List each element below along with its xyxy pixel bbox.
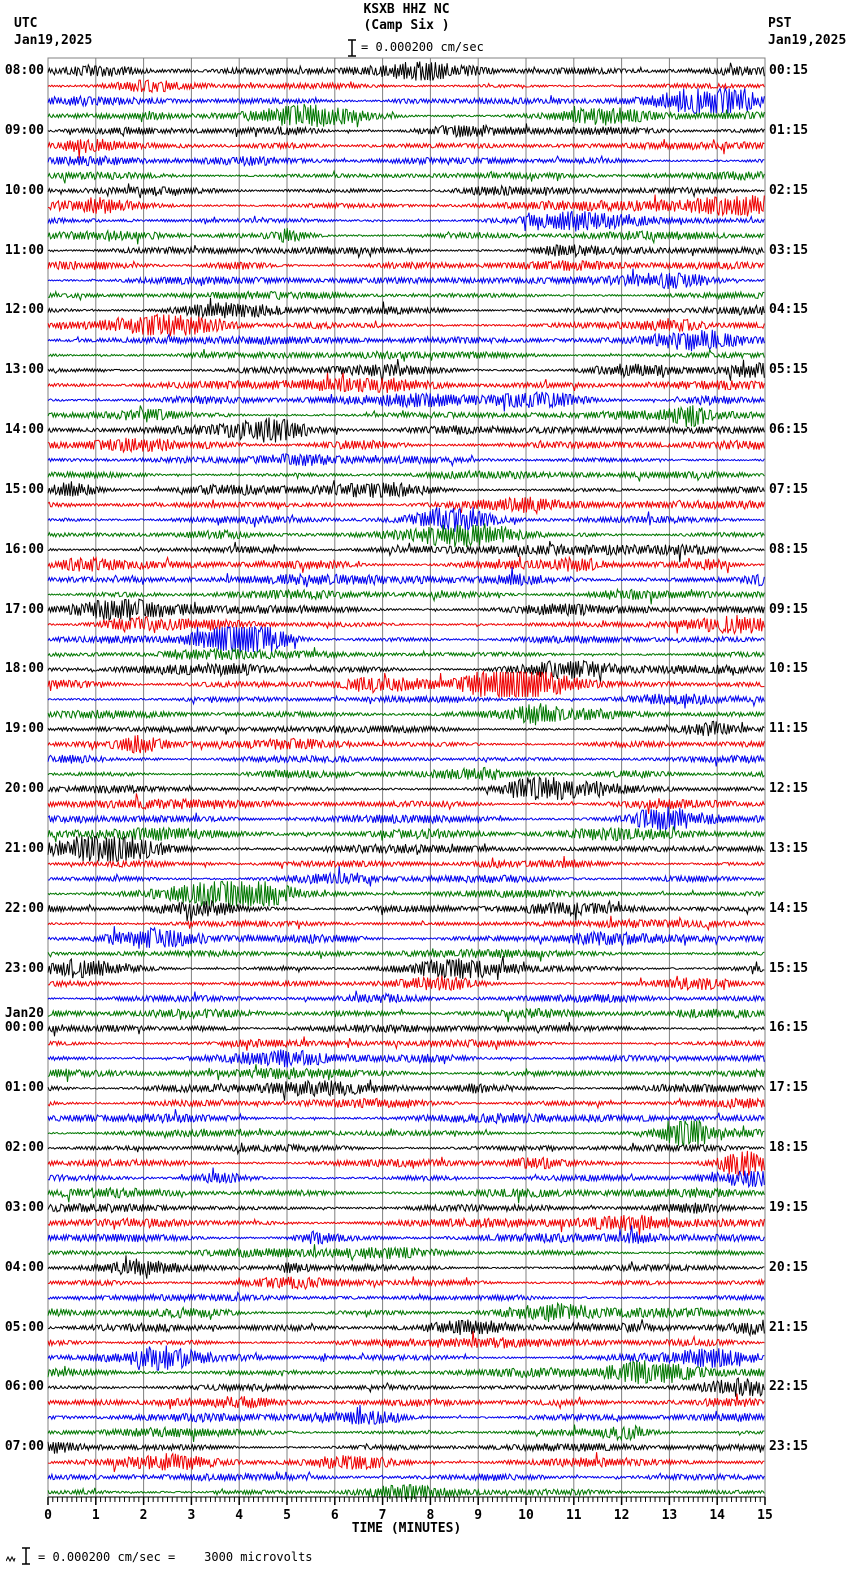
- x-tick-label: 5: [283, 1508, 291, 1523]
- seismogram-trace: [48, 1360, 764, 1384]
- utc-hour-label: 15:00: [4, 481, 44, 497]
- pst-hour-label: 06:15: [769, 422, 809, 438]
- seismogram-trace: [48, 291, 764, 300]
- pst-hour-label: 01:15: [769, 122, 809, 138]
- seismogram-trace: [48, 497, 764, 514]
- seismogram-trace: [48, 949, 764, 962]
- seismogram-trace: [48, 777, 764, 800]
- seismogram-trace: [48, 1215, 764, 1236]
- seismogram-trace: [48, 627, 764, 652]
- seismogram-trace: [48, 523, 764, 547]
- pst-hour-label: 23:15: [769, 1439, 809, 1455]
- seismogram-trace: [48, 991, 764, 1003]
- seismogram-trace: [48, 1331, 764, 1348]
- seismogram-trace: [48, 330, 764, 351]
- seismogram-trace: [48, 856, 764, 869]
- seismogram-trace: [48, 1276, 764, 1289]
- utc-hour-label: 17:00: [4, 601, 44, 617]
- footer-wiggle-icon: [6, 1555, 16, 1563]
- utc-hour-label: 07:00: [4, 1439, 44, 1455]
- x-tick-label: 12: [613, 1508, 630, 1523]
- seismogram-trace: [48, 1203, 764, 1214]
- footer-scale-bar-icon: [21, 1547, 31, 1565]
- pst-hour-label: 22:15: [769, 1379, 809, 1395]
- footer-scale: [0, 1546, 500, 1568]
- utc-hour-label: 13:00: [4, 362, 44, 378]
- seismogram-trace: [48, 88, 764, 113]
- utc-hour-label: 01:00: [4, 1080, 44, 1096]
- utc-hour-label: 10:00: [4, 182, 44, 198]
- seismogram-trace: [48, 1143, 764, 1154]
- seismogram-trace: [48, 1080, 764, 1101]
- seismogram-trace: [48, 881, 764, 906]
- seismogram-trace: [48, 647, 764, 660]
- seismogram-trace: [48, 541, 764, 562]
- utc-timezone-label: UTC: [14, 16, 38, 31]
- utc-hour-label: 04:00: [4, 1259, 44, 1275]
- seismogram-trace: [48, 721, 764, 736]
- seismogram-trace: [48, 1098, 764, 1108]
- pst-hour-label: 13:15: [769, 840, 809, 856]
- seismogram-trace: [48, 694, 764, 709]
- seismogram-trace: [48, 866, 764, 886]
- pst-hour-label: 04:15: [769, 302, 809, 318]
- x-tick-label: 1: [91, 1508, 100, 1523]
- seismogram-trace: [48, 62, 764, 81]
- seismogram-trace: [48, 1378, 764, 1397]
- seismogram-trace: [48, 615, 764, 634]
- seismogram-trace: [48, 1452, 764, 1472]
- pst-hour-label: 08:15: [769, 541, 809, 557]
- seismogram-trace: [48, 589, 764, 604]
- utc-hour-label: 16:00: [4, 541, 44, 557]
- seismogram-trace: [48, 260, 764, 271]
- seismogram-trace: [48, 1303, 764, 1322]
- seismogram-trace: [48, 373, 764, 393]
- station-title: KSXB HHZ NC: [363, 2, 450, 17]
- footer-scale-text: = 0.000200 cm/sec = 3000 microvolts: [38, 1550, 313, 1564]
- pst-hour-label: 20:15: [769, 1259, 809, 1275]
- seismogram-trace: [48, 392, 764, 412]
- x-tick-label: 10: [518, 1508, 534, 1523]
- utc-hour-label: 20:00: [4, 781, 44, 797]
- seismogram-trace: [48, 104, 764, 127]
- x-tick-label: 6: [330, 1508, 339, 1523]
- utc-hour-label: 14:00: [4, 422, 44, 438]
- seismogram-trace: [48, 1036, 764, 1050]
- utc-hour-label: 21:00: [4, 840, 44, 856]
- seismogram-trace: [48, 269, 764, 290]
- x-tick-label: 4: [235, 1508, 244, 1523]
- seismogram-trace: [48, 211, 764, 232]
- seismogram-trace: [48, 1319, 764, 1335]
- seismogram-trace: [48, 171, 764, 183]
- scale-text: = 0.000200 cm/sec: [361, 40, 484, 54]
- seismogram-trace: [48, 1022, 764, 1036]
- utc-hour-label: 18:00: [4, 661, 44, 677]
- seismogram-trace: [48, 672, 764, 697]
- seismogram-trace: [48, 1151, 764, 1176]
- seismogram-trace: [48, 767, 764, 780]
- utc-hour-label: 09:00: [4, 122, 44, 138]
- pst-hour-label: 09:15: [769, 601, 809, 617]
- utc-hour-label: 08:00: [4, 63, 44, 78]
- pst-hour-label: 12:15: [769, 781, 809, 797]
- pst-timezone-label: PST: [768, 16, 792, 31]
- x-tick-label: 8: [426, 1508, 435, 1523]
- seismogram-trace: [48, 454, 764, 466]
- seismogram-trace: [48, 124, 764, 138]
- x-tick-label: 2: [139, 1508, 148, 1523]
- utc-hour-label: 06:00: [4, 1379, 44, 1395]
- utc-hour-label: 05:00: [4, 1319, 44, 1335]
- pst-hour-label: 16:15: [769, 1020, 809, 1036]
- seismogram-trace: [48, 228, 764, 244]
- utc-hour-label: 03:00: [4, 1199, 44, 1215]
- seismogram-trace: [48, 405, 764, 427]
- seismogram-trace: [48, 735, 764, 753]
- seismogram-trace: [48, 418, 764, 443]
- x-tick-label: 11: [565, 1508, 582, 1523]
- x-tick-label: 0: [44, 1508, 52, 1523]
- pst-hour-label: 17:15: [769, 1080, 809, 1096]
- utc-hour-label: 00:00: [4, 1020, 44, 1036]
- pst-date-label: Jan19,2025: [768, 33, 847, 48]
- pst-hour-label: 19:15: [769, 1199, 809, 1215]
- seismogram-trace: [48, 245, 764, 258]
- seismogram-trace: [48, 183, 764, 198]
- pst-hour-label: 07:15: [769, 481, 809, 497]
- x-tick-label: 9: [474, 1508, 483, 1523]
- pst-hour-label: 02:15: [769, 182, 809, 198]
- seismogram-trace: [48, 1293, 764, 1302]
- seismogram-trace: [48, 556, 764, 573]
- utc-hour-label: 23:00: [4, 960, 44, 976]
- station-subtitle: (Camp Six ): [363, 18, 450, 33]
- seismogram-trace: [48, 438, 764, 452]
- pst-hour-label: 18:15: [769, 1140, 809, 1156]
- utc-date-rollover-label: Jan20: [4, 1006, 44, 1022]
- pst-hour-label: 10:15: [769, 661, 809, 677]
- seismogram-trace: [48, 956, 764, 980]
- seismogram-trace: [48, 807, 764, 832]
- seismogram-trace: [48, 703, 764, 725]
- utc-hour-label: 12:00: [4, 302, 44, 318]
- x-tick-label: 13: [661, 1508, 678, 1523]
- seismogram-trace: [48, 156, 764, 166]
- x-tick-label: 7: [378, 1508, 387, 1523]
- utc-hour-label: 02:00: [4, 1140, 44, 1156]
- pst-hour-label: 15:15: [769, 960, 809, 976]
- pst-hour-label: 21:15: [769, 1319, 809, 1335]
- utc-date-label: Jan19,2025: [14, 33, 93, 48]
- seismogram-trace: [48, 195, 764, 217]
- seismogram-trace: [48, 1109, 764, 1123]
- x-tick-label: 14: [709, 1508, 726, 1523]
- x-tick-label: 15: [757, 1508, 773, 1523]
- seismogram-trace: [48, 901, 764, 921]
- seismogram-trace: [48, 349, 764, 362]
- utc-hour-label: 11:00: [4, 242, 44, 258]
- seismogram-trace: [48, 599, 764, 621]
- seismogram-trace: [48, 139, 764, 158]
- seismogram-trace: [48, 661, 764, 682]
- seismogram-trace: [48, 315, 764, 337]
- utc-hour-label: 22:00: [4, 900, 44, 916]
- seismogram-trace: [48, 1394, 764, 1410]
- seismogram-trace: [48, 1405, 764, 1425]
- pst-hour-label: 14:15: [769, 900, 809, 916]
- seismogram-trace: [48, 926, 764, 949]
- seismogram-trace: [48, 976, 764, 991]
- pst-hour-label: 03:15: [769, 242, 809, 258]
- seismogram-trace: [48, 471, 764, 482]
- utc-hour-label: 19:00: [4, 721, 44, 737]
- seismogram-trace: [48, 507, 764, 532]
- seismogram-trace: [48, 826, 764, 842]
- seismogram-trace: [48, 1009, 764, 1023]
- seismogram-trace: [48, 298, 764, 318]
- seismogram-trace: [48, 80, 764, 92]
- seismogram-trace: [48, 359, 764, 383]
- seismogram-trace: [48, 1168, 764, 1187]
- seismogram-trace: [48, 1188, 764, 1203]
- seismogram-trace: [48, 1425, 764, 1442]
- pst-hour-label: 00:15: [769, 63, 809, 78]
- seismogram-trace: [48, 480, 764, 498]
- seismogram-trace: [48, 916, 764, 930]
- seismogram-trace: [48, 1255, 764, 1278]
- seismogram-trace: [48, 1442, 764, 1454]
- x-tick-label: 3: [187, 1508, 196, 1523]
- seismogram-trace: [48, 567, 764, 587]
- seismogram-trace: [48, 1225, 764, 1244]
- seismogram-trace: [48, 1064, 764, 1082]
- seismogram-trace: [48, 1049, 764, 1067]
- seismogram-trace: [48, 1472, 764, 1482]
- seismogram-trace: [48, 1121, 764, 1146]
- seismogram-trace: [48, 755, 764, 767]
- x-axis-title: TIME (MINUTES): [351, 1521, 462, 1536]
- seismogram-trace: [48, 1244, 764, 1260]
- pst-hour-label: 05:15: [769, 362, 809, 378]
- pst-hour-label: 11:15: [769, 721, 809, 737]
